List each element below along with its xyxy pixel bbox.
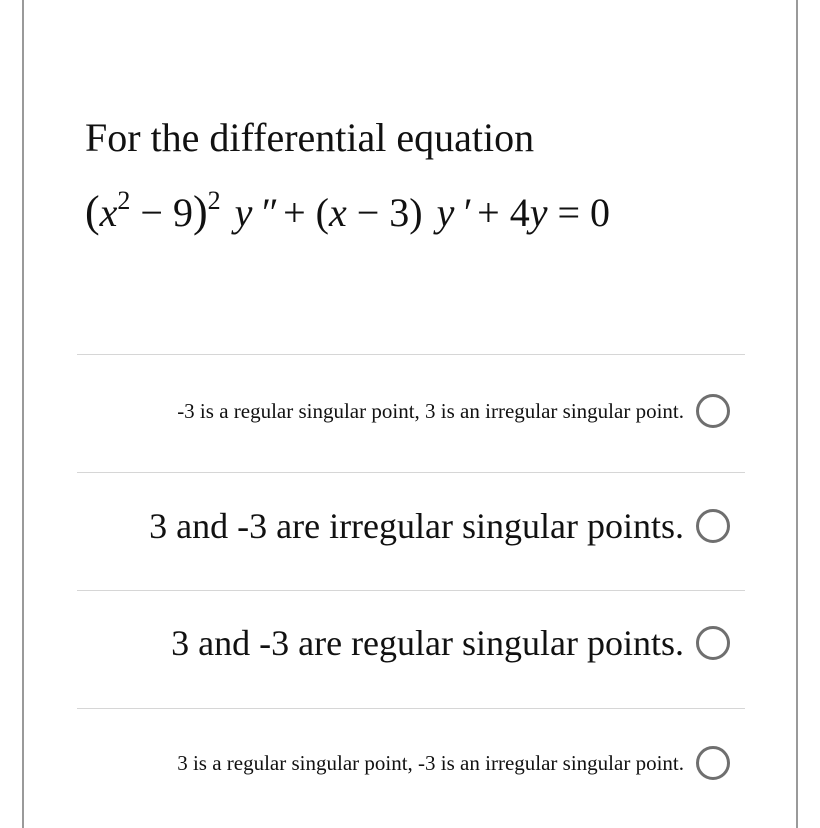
eq-inner-exponent: 2 — [117, 186, 131, 215]
radio-button[interactable] — [696, 394, 730, 428]
option-2[interactable] — [92, 502, 730, 550]
option-4[interactable] — [92, 741, 730, 785]
question-title: For the differential equation — [85, 115, 535, 160]
eq-minus-nine: − 9 — [130, 190, 193, 235]
eq-y-double-prime: y — [234, 190, 253, 235]
differential-equation — [85, 184, 610, 246]
radio-button[interactable] — [696, 626, 730, 660]
eq-prime-mark: ′ — [461, 190, 471, 235]
eq-open-paren: ( — [85, 187, 100, 236]
eq-close-paren: ) — [192, 187, 208, 236]
divider — [77, 354, 745, 355]
eq-plus-open: + ( — [283, 190, 329, 235]
eq-y-prime: y — [436, 190, 455, 235]
eq-outer-exponent: 2 — [207, 186, 221, 215]
eq-x2: x — [328, 190, 347, 235]
option-label: 3 and -3 are irregular singular points. — [149, 506, 684, 546]
option-label: -3 is a regular singular point, 3 is an irregular singular point. — [177, 398, 684, 423]
eq-plus-four: + 4 — [477, 190, 530, 235]
option-3[interactable] — [92, 619, 730, 667]
radio-button[interactable] — [696, 509, 730, 543]
eq-x: x — [99, 190, 118, 235]
option-label: 3 is a regular singular point, -3 is an irregular singular point. — [177, 750, 684, 775]
eq-equals-zero: = 0 — [547, 190, 611, 235]
eq-minus-three: − 3) — [346, 190, 423, 235]
eq-y3: y — [529, 190, 548, 235]
divider — [77, 590, 745, 591]
divider — [77, 708, 745, 709]
divider — [77, 472, 745, 473]
radio-button[interactable] — [696, 746, 730, 780]
eq-double-prime-mark: ″ — [259, 190, 277, 235]
option-label: 3 and -3 are regular singular points. — [171, 623, 684, 663]
option-1[interactable] — [92, 389, 730, 433]
